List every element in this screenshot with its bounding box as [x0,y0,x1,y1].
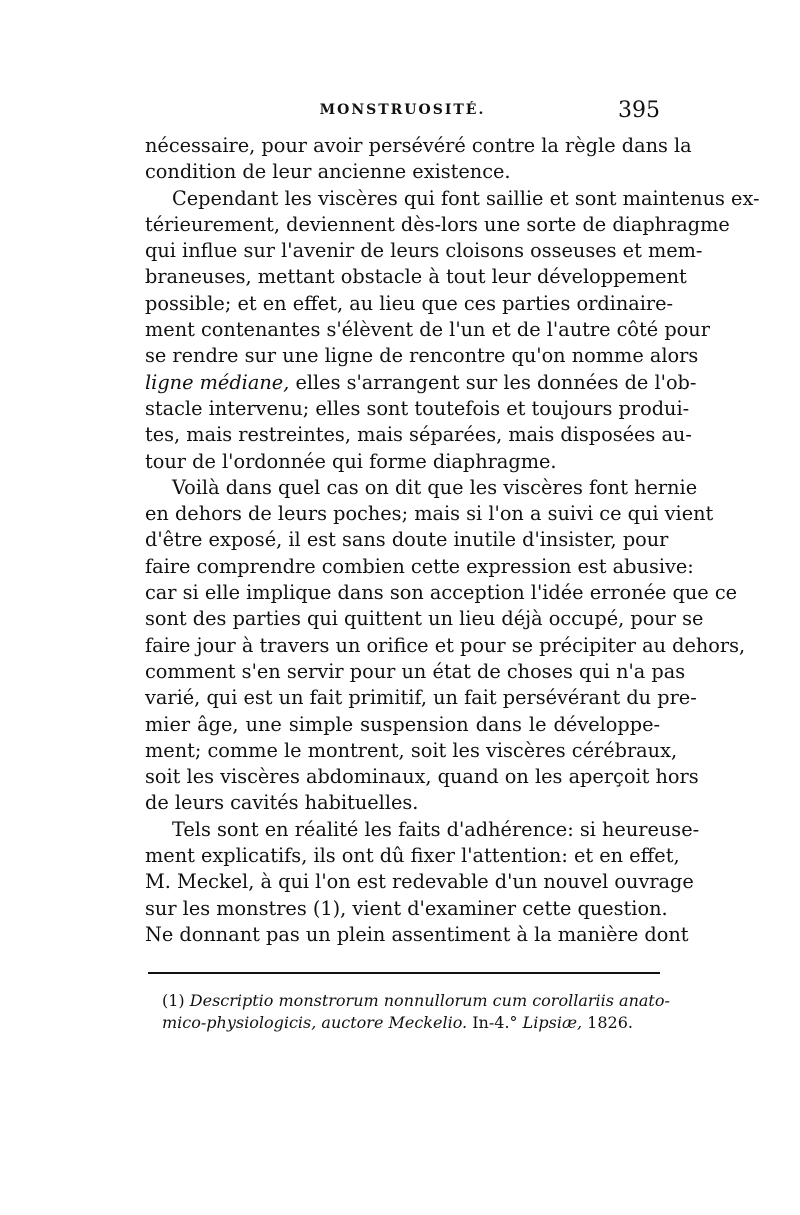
footnote-title-cont: mico-physiologicis, [162,1013,317,1032]
text-line: tes, mais restreintes, mais séparées, mais disposées au- [145,423,692,447]
text-segment: elles s'arrangent sur les données de l'ob- [295,370,697,394]
footnote-line [162,990,670,1012]
text-line: possible; et en effet, au lieu que ces parties ordinaire- [145,291,674,315]
text-line: qui influe sur l'avenir de leurs cloisons osseuses et mem- [145,239,703,263]
footnote-rule [148,972,660,974]
text-line: mier âge, une simple suspension dans le développe- [145,712,660,736]
page-header [145,98,660,128]
text-line: nécessaire, pour avoir persévéré contre la règle dans la [145,134,692,157]
text-line: ment; comme le montrent, soit les viscères cérébraux, [145,738,678,762]
footnote-format: In-4.° [472,1013,518,1032]
footnote-line [162,1012,662,1034]
text-line: Voilà dans quel cas on dit que les viscères font hernie [172,475,698,499]
footnote [162,990,670,1034]
footnote-author: auctore Meckelio. [321,1013,468,1032]
text-line: ment contenantes s'élèvent de l'un et de l'autre côté pour [145,318,710,342]
text-line: faire jour à travers un orifice et pour se précipiter au dehors, [145,633,746,657]
text-line: tour de l'ordonnée qui forme diaphragme. [145,449,557,473]
text-line: condition de leur ancienne existence. [145,160,511,184]
text-line: varié, qui est un fait primitif, un fait persévérant du pre- [145,686,697,710]
text-line: M. Meckel, à qui l'on est redevable d'un nouvel ouvrage [145,870,694,894]
text-line: Ne donnant pas un plein assentiment à la manière dont [145,922,689,946]
text-line: de leurs cavités habituelles. [145,791,419,815]
text-line: d'être exposé, il est sans doute inutile d'insister, pour [145,528,669,552]
text-line: ment explicatifs, ils ont dû fixer l'attention: et en effet, [145,844,680,868]
text-line: faire comprendre combien cette expression est abusive: [145,554,694,578]
text-line: Cependant les viscères qui font saillie et sont maintenus ex- [172,186,760,210]
text-line: en dehors de leurs poches; mais si l'on a suivi ce qui vient [145,502,714,526]
text-line-with-italic [145,370,697,396]
text-line: car si elle implique dans son acception l'idée erronée que ce [145,581,738,605]
page-number: 395 [618,98,660,123]
body-text [145,133,760,948]
text-line: stacle intervenu; elles sont toutefois et toujours produi- [145,396,690,420]
text-line: se rendre sur une ligne de rencontre qu'on nomme alors [145,344,699,368]
text-line: soit les viscères abdominaux, quand on les aperçoit hors [145,765,699,789]
text-line: comment s'en servir pour un état de choses qui n'a pas [145,659,686,683]
text-line: braneuses, mettant obstacle à tout leur développement [145,265,687,289]
footnote-title: Descriptio monstrorum nonnullorum cum corollariis anato- [189,991,670,1010]
footnote-marker: (1) [162,991,185,1010]
text-line: sont des parties qui quittent un lieu déjà occupé, pour se [145,607,704,631]
running-title: MONSTRUOSITÉ. [319,102,486,118]
footnote-place: Lipsiæ, [522,1013,583,1032]
italic-term: ligne médiane, [145,370,290,394]
footnote-year: 1826. [587,1013,633,1032]
text-line: Tels sont en réalité les faits d'adhérence: si heureuse- [172,817,700,841]
text-line: sur les monstres (1), vient d'examiner cette question. [145,896,668,920]
text-line: térieurement, deviennent dès-lors une sorte de diaphragme [145,212,730,236]
